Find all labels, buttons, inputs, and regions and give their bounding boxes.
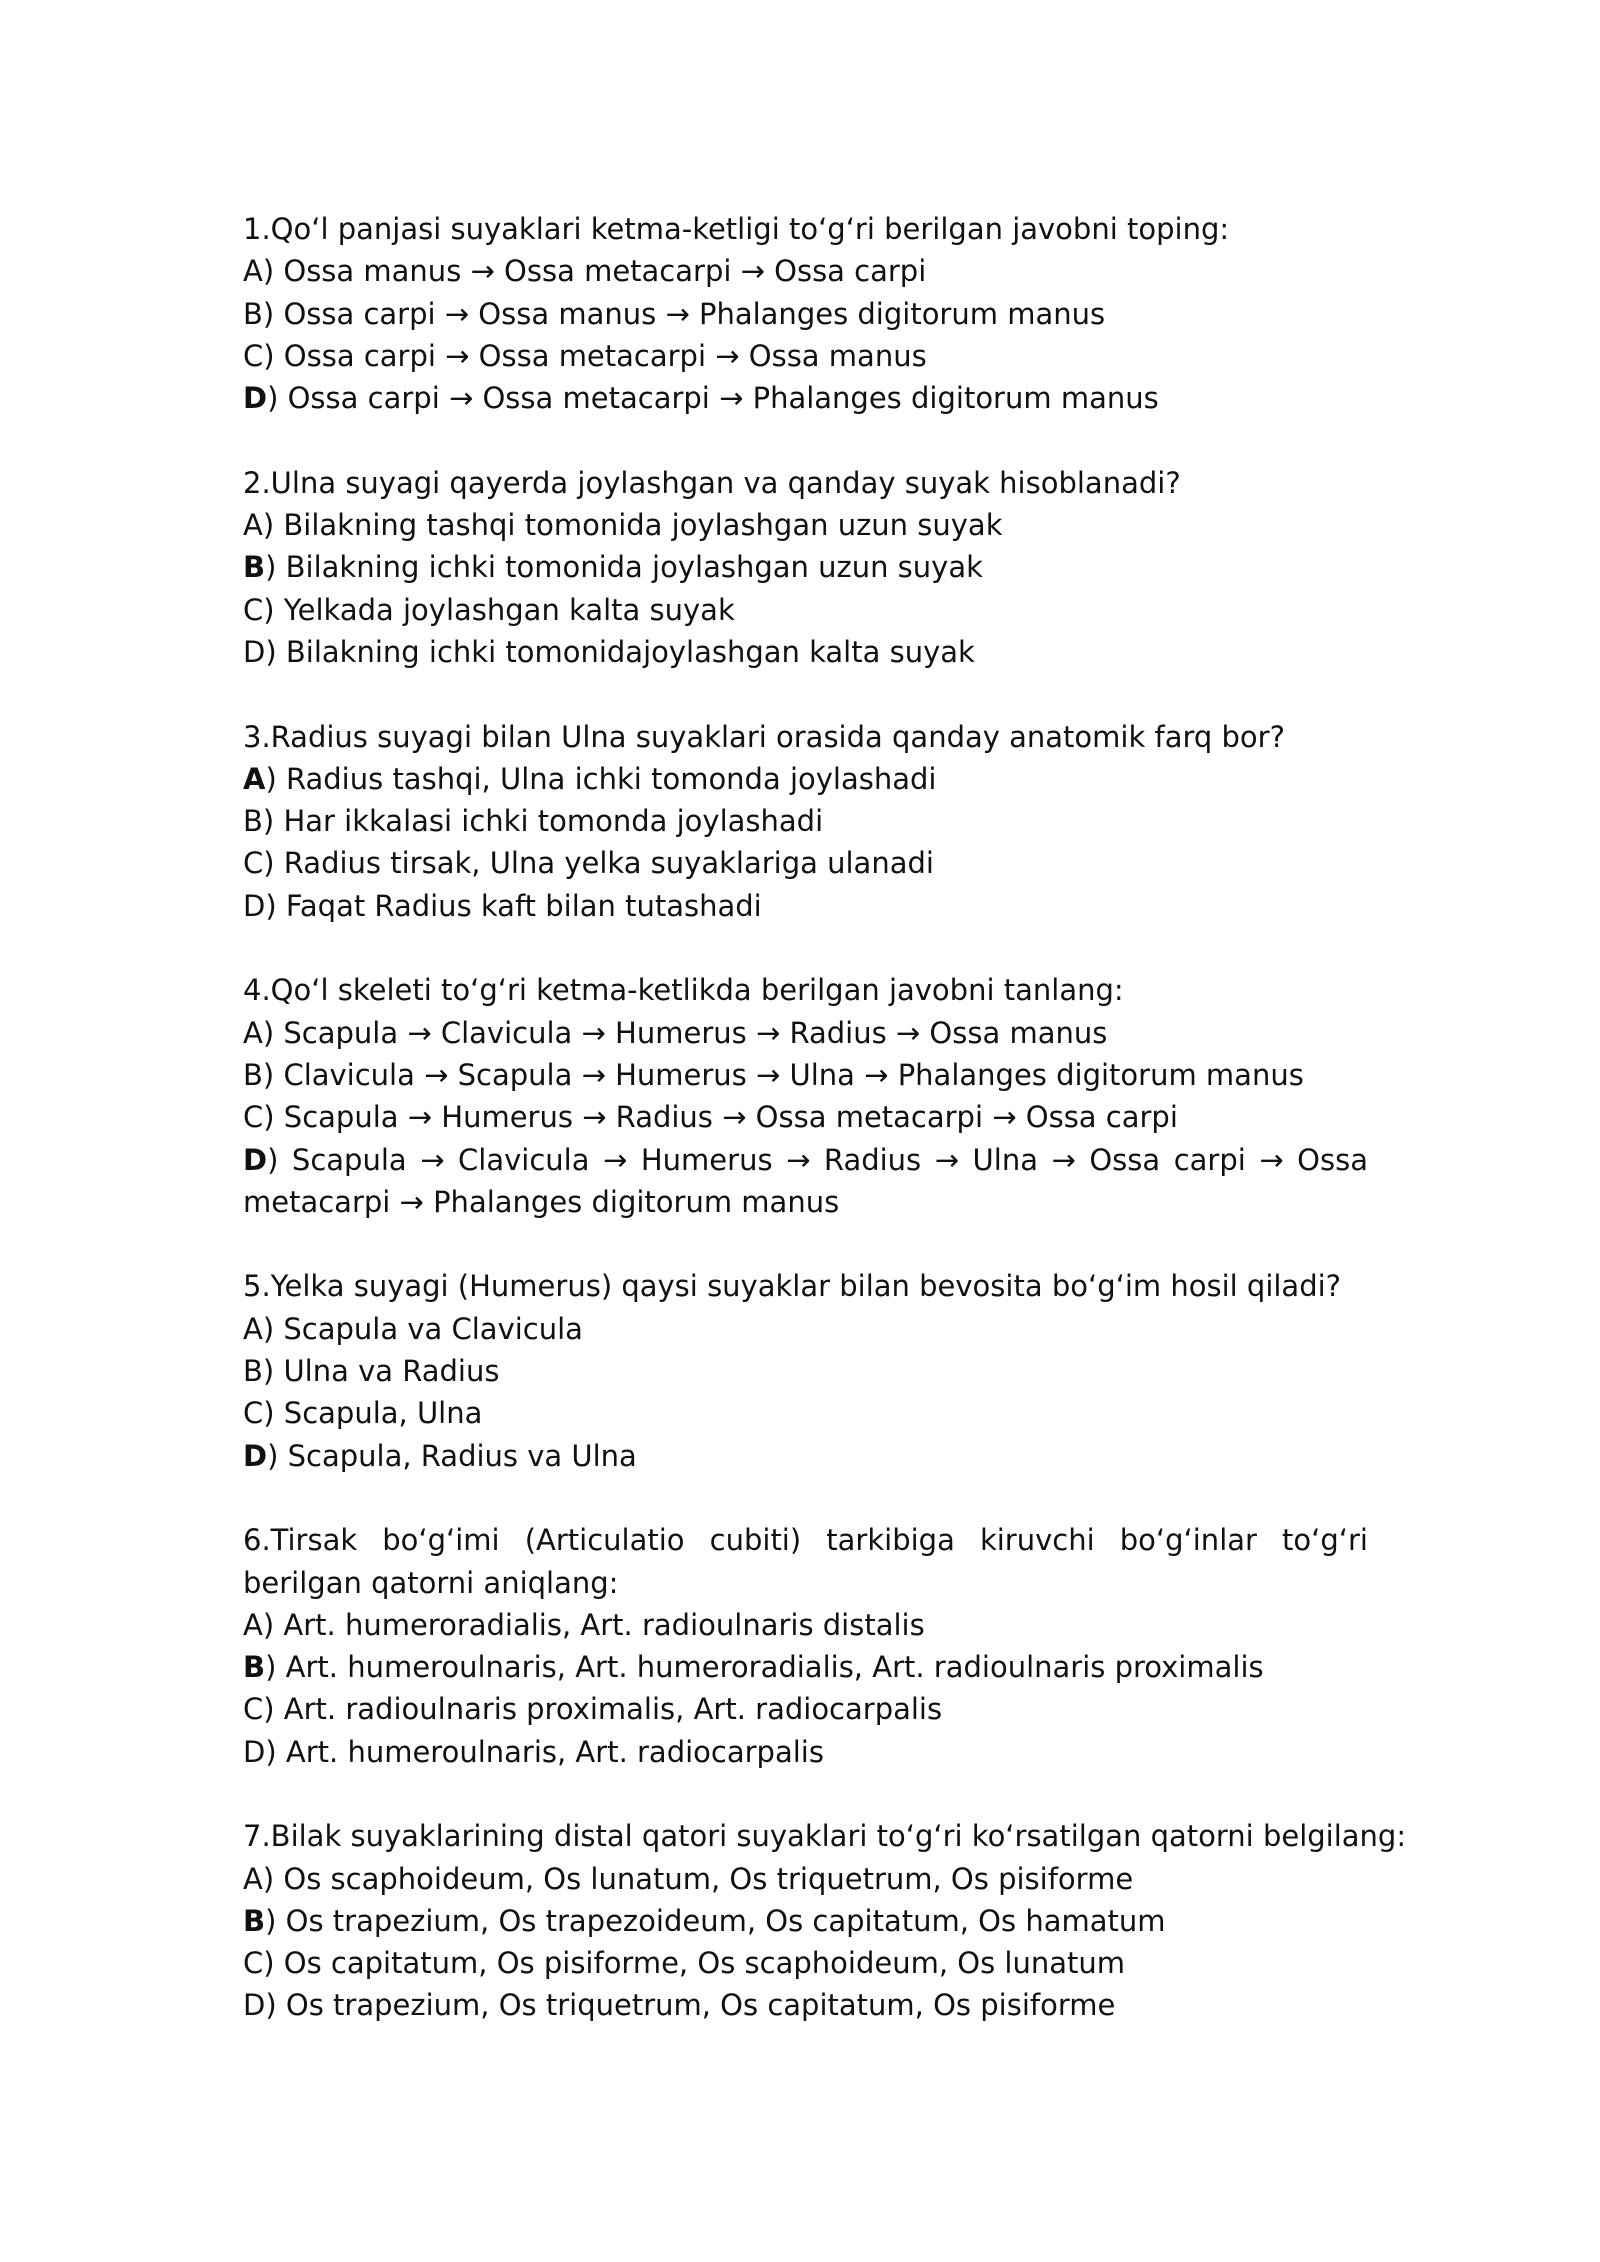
option-text: ) Art. humeroulnaris, Art. radiocarpalis (265, 1734, 824, 1769)
option-letter: B (243, 1057, 263, 1092)
option-letter: A (243, 1311, 263, 1346)
option-text: ) Os trapezium, Os triquetrum, Os capitatum, Os pisiforme (265, 1988, 1116, 2023)
answer-option-c (243, 1096, 1368, 1138)
option-letter: D (243, 888, 266, 923)
correct-option-letter: D (243, 381, 268, 416)
option-letter: C (243, 1100, 264, 1135)
question-2 (243, 462, 1368, 673)
option-letter: C (243, 592, 264, 627)
option-letter: A (243, 1015, 263, 1050)
option-text: ) Os scaphoideum, Os lunatum, Os triquetrum, Os pisiforme (262, 1861, 1134, 1896)
question-5 (243, 1265, 1368, 1476)
question-stem: 2.Ulna suyagi qayerda joylashgan va qanday suyak hisoblanadi? (243, 465, 1181, 500)
option-text: ) Radius tashqi, Ulna ichki tomonda joylashadi (265, 761, 937, 796)
option-letter: B (243, 804, 263, 839)
answer-option-d (243, 1731, 1368, 1773)
question-1 (243, 208, 1368, 419)
option-letter: A (243, 508, 263, 543)
question-stem: 1.Qo‘l panjasi suyaklari ketma-ketligi to‘g‘ri berilgan javobni toping: (243, 212, 1230, 246)
question-7 (243, 1815, 1407, 2026)
answer-option-a (243, 1858, 1368, 1900)
option-text: ) Har ikkalasi ichki tomonda joylashadi (262, 804, 824, 839)
question-4 (243, 969, 1368, 1223)
answer-option-a (243, 1012, 1368, 1054)
option-letter: C (243, 1946, 264, 1981)
answer-option-a (243, 758, 1368, 800)
option-text: ) Clavicula → Scapula → Humerus → Ulna → Phalanges digitorum manus (262, 1057, 1304, 1092)
option-letter: D (243, 634, 266, 669)
option-text: ) Scapula → Humerus → Radius → Ossa metacarpi → Ossa carpi (263, 1100, 1178, 1135)
option-text: ) Scapula → Clavicula → Humerus → Radius → Ulna → Ossa carpi → Ossa metacarpi → Phalanges digitorum manus (243, 1142, 1368, 1219)
option-text: ) Ossa carpi → Ossa manus → Phalanges digitorum manus (262, 296, 1106, 331)
answer-option-d (243, 1984, 1368, 2026)
option-letter: A (243, 254, 263, 289)
option-text: ) Ossa carpi → Ossa metacarpi → Ossa manus (263, 338, 927, 373)
correct-option-letter: D (243, 1438, 268, 1473)
option-letter: B (243, 296, 263, 331)
answer-option-d (243, 377, 1368, 419)
option-text: ) Ossa manus → Ossa metacarpi → Ossa carpi (262, 254, 927, 289)
answer-option-a (243, 250, 1368, 292)
option-text: ) Bilakning ichki tomonida joylashgan uzun suyak (265, 550, 983, 585)
answer-option-c (243, 335, 1368, 377)
answer-option-b (243, 1646, 1368, 1688)
question-stem: 7.Bilak suyaklarining distal qatori suyaklari to‘g‘ri ko‘rsatilgan qatorni belgilang: (243, 1819, 1407, 1854)
option-text: ) Scapula → Clavicula → Humerus → Radius → Ossa manus (262, 1015, 1108, 1050)
answer-option-b (243, 1900, 1368, 1942)
option-text: ) Art. humeroradialis, Art. radioulnaris distalis (262, 1607, 925, 1642)
answer-option-b (243, 1054, 1368, 1096)
question-6 (243, 1519, 1368, 1773)
question-stem: 5.Yelka suyagi (Humerus) qaysi suyaklar bilan bevosita bo‘g‘im hosil qiladi? (243, 1269, 1342, 1304)
answer-option-c (243, 589, 1368, 631)
option-text: ) Ulna va Radius (262, 1354, 500, 1389)
question-stem: 6.Tirsak bo‘g‘imi (Articulatio cubiti) tarkibiga kiruvchi bo‘g‘inlar to‘g‘ri berilgan qatorni aniqlang: (243, 1523, 1368, 1600)
option-text: ) Radius tirsak, Ulna yelka suyaklariga ulanadi (263, 846, 934, 881)
option-letter: B (243, 1354, 263, 1389)
question-stem: 3.Radius suyagi bilan Ulna suyaklari orasida qanday anatomik farq bor? (243, 719, 1285, 754)
correct-option-letter: A (243, 761, 266, 796)
option-letter: A (243, 1607, 263, 1642)
answer-option-d (243, 1435, 1368, 1477)
option-text: ) Ossa carpi → Ossa metacarpi → Phalanges digitorum manus (267, 381, 1159, 416)
option-text: ) Bilakning tashqi tomonida joylashgan uzun suyak (262, 508, 1003, 543)
correct-option-letter: B (243, 1650, 266, 1685)
option-letter: A (243, 1861, 263, 1896)
option-text: ) Os trapezium, Os trapezoideum, Os capitatum, Os hamatum (265, 1903, 1166, 1938)
answer-option-a (243, 504, 1368, 546)
question-3 (243, 716, 1368, 927)
option-text: ) Scapula, Radius va Ulna (267, 1438, 637, 1473)
option-text: ) Bilakning ichki tomonidajoylashgan kalta suyak (265, 634, 975, 669)
option-letter: D (243, 1988, 266, 2023)
correct-option-letter: B (243, 1903, 266, 1938)
correct-option-letter: D (243, 1142, 268, 1177)
answer-option-c (243, 1688, 1368, 1730)
option-text: ) Art. radioulnaris proximalis, Art. radiocarpalis (263, 1692, 943, 1727)
option-text: ) Scapula va Clavicula (262, 1311, 583, 1346)
option-letter: C (243, 338, 264, 373)
answer-option-b (243, 546, 1368, 588)
answer-option-b (243, 293, 1368, 335)
answer-option-a (243, 1604, 1368, 1646)
option-text: ) Faqat Radius kaft bilan tutashadi (265, 888, 762, 923)
correct-option-letter: B (243, 550, 266, 585)
option-letter: C (243, 1396, 264, 1431)
answer-option-b (243, 800, 1368, 842)
answer-option-c (243, 1392, 1368, 1434)
document-page (243, 208, 1407, 2069)
option-letter: C (243, 1692, 264, 1727)
answer-option-d (243, 631, 1368, 673)
option-text: ) Scapula, Ulna (263, 1396, 483, 1431)
answer-option-a (243, 1308, 1368, 1350)
option-text: ) Os capitatum, Os pisiforme, Os scaphoideum, Os lunatum (263, 1946, 1125, 1981)
answer-option-b (243, 1350, 1368, 1392)
option-letter: C (243, 846, 264, 881)
option-letter: D (243, 1734, 266, 1769)
answer-option-d (243, 1139, 1368, 1224)
option-text: ) Yelkada joylashgan kalta suyak (263, 592, 735, 627)
answer-option-c (243, 842, 1368, 884)
answer-option-c (243, 1942, 1368, 1984)
question-stem: 4.Qo‘l skeleti to‘g‘ri ketma-ketlikda berilgan javobni tanlang: (243, 973, 1124, 1008)
option-text: ) Art. humeroulnaris, Art. humeroradialis, Art. radioulnaris proximalis (265, 1650, 1264, 1685)
answer-option-d (243, 885, 1368, 927)
